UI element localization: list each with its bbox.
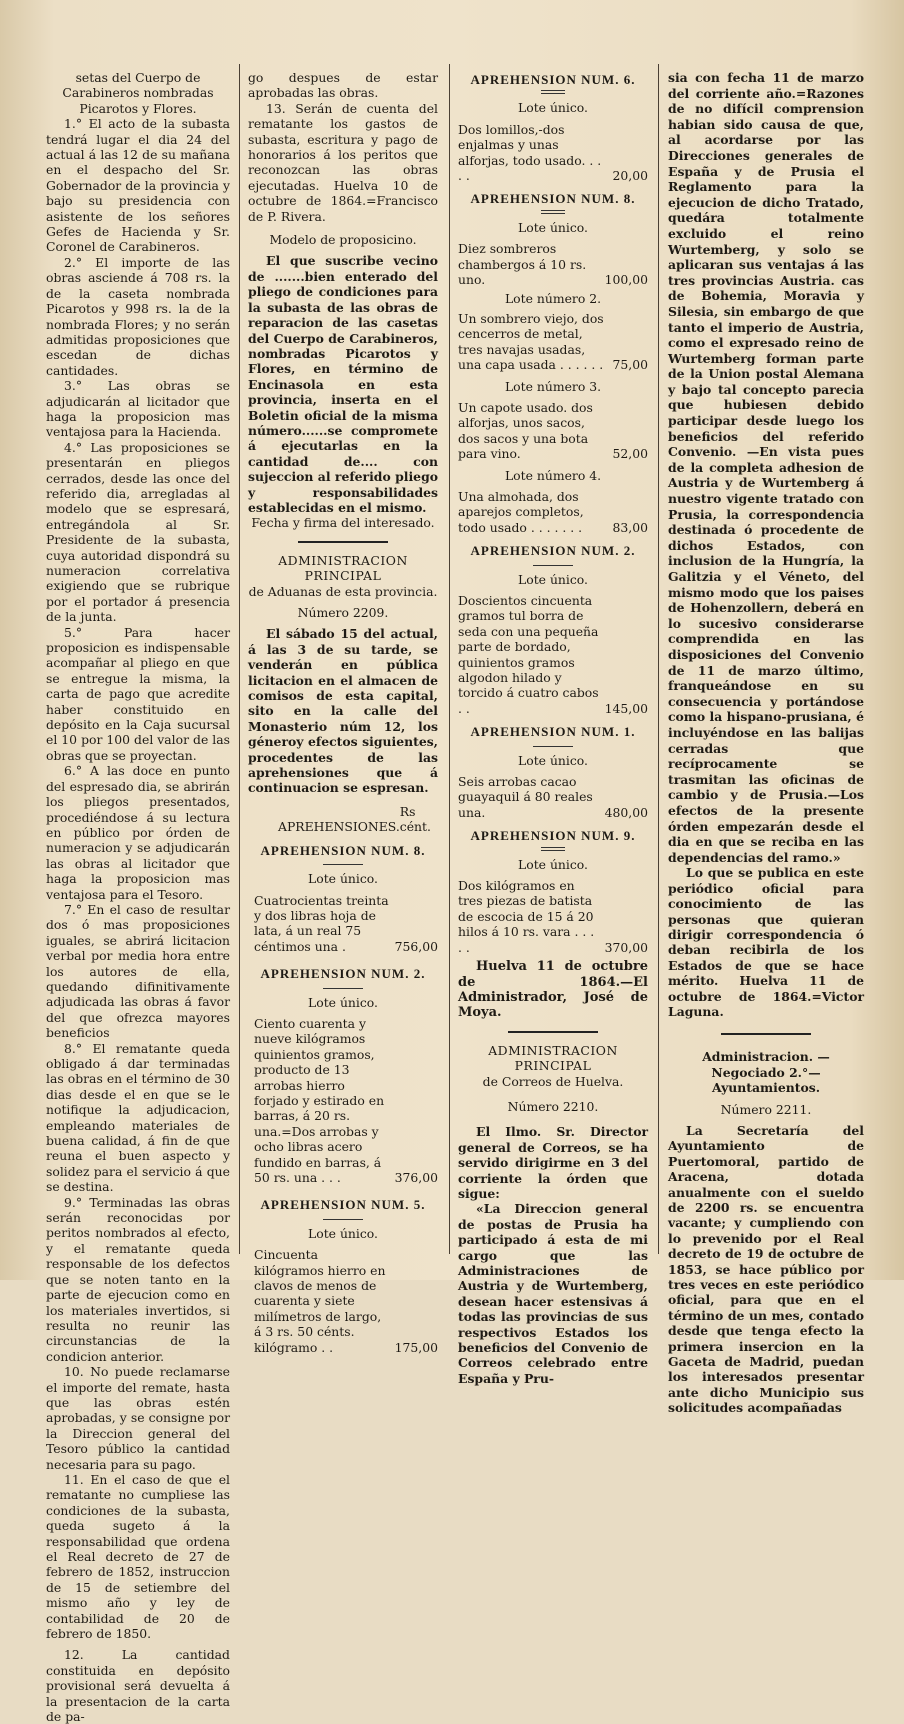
lote-label: Lote único. bbox=[518, 752, 588, 768]
lote-amount: 756,00 bbox=[394, 938, 438, 954]
divider bbox=[508, 1031, 598, 1033]
ayuntamiento-text: La Secretaría del Ayuntamiento de Puertomoral, partido de Aracena, dotada anualmente con el sueldo de 2200 rs. se encuentra vacante; y cumpliendo con lo prevenido por el Real decreto de 19 de octubre de 1853, se hace público por tres veces en este periódico oficial, para que en el término de un mes, contado desde que tenga efecto la primera insercion en la Gaceta de Madrid, puedan los interesados presentar ante dicho Municipio sus solicitudes acompañadas bbox=[668, 1122, 864, 1416]
lote-description: Cuatrocientas treinta y dos libras hoja de lata, á un real 75 céntimos una . bbox=[254, 892, 389, 954]
notice-number: Número 2210. bbox=[507, 1098, 599, 1114]
lote-row bbox=[458, 122, 648, 184]
lote-amount: 480,00 bbox=[604, 804, 648, 820]
column-3 bbox=[458, 70, 648, 1386]
condition-4: 4.° Las proposiciones se presentarán en pliegos cerrados, desde las once del referido dia, arregladas al modelo que se espresará, entregándola al Sr. Presidente de la subasta, cuya autoridad dispondrá su numeracion correlativa exigiendo que se rubrique por el portador á presencia de la junta. bbox=[46, 439, 230, 625]
divider bbox=[541, 210, 565, 214]
notice-number: Número 2209. bbox=[297, 605, 389, 620]
lote-row bbox=[458, 241, 648, 287]
lote-label: Lote único. bbox=[308, 1225, 378, 1241]
lote-row bbox=[458, 593, 648, 716]
lote-description: Diez sombreros chambergos á 10 rs. uno. bbox=[458, 241, 587, 288]
lote-amount: 52,00 bbox=[612, 446, 648, 462]
model-text: El que suscribe vecino de .......bien enterado del pliego de condiciones para la subasta de las obras de reparacion de las casetas del Cuerpo de Carabineros, nombradas Picarotos y Flores, en término de Encinasola en esta provincia, inserta en el Boletin oficial de la misma número......se compromete á ejecutarlas en la cantidad de.... con sujeccion al referido pliego y responsabilidades establecidas en el mismo. bbox=[248, 253, 438, 515]
lote-row bbox=[458, 878, 648, 955]
condition-9: 9.° Terminadas las obras serán reconocidas por peritos nombrados al efecto, y el rematante queda responsable de los defectos que se noten tanto en la parte de ejecucion como en los materiales invertidos, si resulta no reunir las circunstancias de la condicion anterior. bbox=[46, 1194, 230, 1364]
auction-text: El sábado 15 del actual, á las 3 de su tarde, se venderán en pública licitacion en el almacen de comisos de esta capital, sito en la calle del Monasterio núm 12, los géneroy efectos siguientes, procedentes de las aprehensiones que á continuacion se espresan. bbox=[248, 626, 438, 796]
lote-amount: 175,00 bbox=[394, 1339, 438, 1355]
aprehension-heading: APREHENSION NUM. 8. bbox=[260, 842, 426, 858]
condition-8: 8.° El rematante queda obligado á dar terminadas las obras en el término de 30 dias desde el en que se le notifique la adjudicacion, empleando materiales de buena calidad, á fin de que reuna el buen aspecto y solidez para el servicio á que se destina. bbox=[46, 1040, 230, 1195]
column-rule bbox=[449, 64, 450, 1254]
column-rule bbox=[239, 64, 240, 1254]
lote-row bbox=[458, 774, 648, 820]
lote-row bbox=[458, 400, 648, 462]
lote-label: Lote número 3. bbox=[504, 378, 602, 394]
lote-label: Lote único. bbox=[518, 856, 588, 872]
lote-label: Lote único. bbox=[308, 994, 378, 1010]
divider bbox=[533, 746, 573, 747]
divider bbox=[721, 1033, 811, 1035]
condition-11: 11. En el caso de que el rematante no cumpliese las condiciones de la subasta, queda sugeto á la responsabilidad que ordena el Real decreto de 27 de febrero de 1852, instruccion de 15 de setiembre del mismo año y ley de contabilidad de 20 de febrero de 1850. bbox=[46, 1471, 230, 1642]
lote-description: Un sombrero viejo, dos cencerros de metal, tres navajas usadas, una capa usada . . . . . . bbox=[458, 310, 604, 373]
lote-row bbox=[248, 893, 438, 955]
model-signature: Fecha y firma del interesado. bbox=[251, 515, 435, 531]
aprehension-heading: APREHENSION NUM. 1. bbox=[470, 724, 636, 740]
divider bbox=[533, 565, 573, 566]
lote-amount: 83,00 bbox=[612, 519, 648, 535]
lote-amount: 75,00 bbox=[612, 357, 648, 373]
admin-subtitle: de Aduanas de esta provincia. bbox=[248, 583, 438, 599]
condition-10: 10. No puede reclamarse el importe del remate, hasta que las obras estén aprobadas, y se consigne por la Direccion general del Tesoro público la cantidad necesaria para su pago. bbox=[46, 1364, 230, 1472]
condition-1: 1.° El acto de la subasta tendrá lugar el dia 24 del actual á las 12 de su mañana en el despacho del Sr. Gobernador de la provincia y bajo su presidencia con asistente de los señores Gefes de Hacienda y Sr. Coronel de Carabineros. bbox=[46, 116, 230, 255]
signature: Huelva 11 de octubre de 1864.—El Administrador, José de Moya. bbox=[458, 959, 648, 1021]
divider bbox=[298, 541, 388, 543]
condition-2: 2.° El importe de las obras asciende á 708 rs. la de la caseta nombrada Picarotos y 998 rs. la de la nombrada Flores; y no serán admitidas proposiciones que escedan de dichas cantidades. bbox=[46, 254, 230, 378]
paragraph: go despues de estar aprobadas las obras. bbox=[248, 70, 438, 101]
lote-label: Lote único. bbox=[518, 219, 588, 235]
lote-description: Un capote usado. dos alforjas, unos sacos, dos sacos y una bota para vino. bbox=[458, 399, 593, 462]
notice-number: Número 2211. bbox=[720, 1101, 812, 1117]
column-rule bbox=[658, 64, 659, 1254]
lote-row bbox=[248, 1016, 438, 1185]
admin-subtitle: de Correos de Huelva. bbox=[482, 1073, 624, 1089]
aprehension-heading: APREHENSION NUM. 6. bbox=[470, 72, 636, 87]
condition-7: 7.° En el caso de resultar dos ó mas proposiciones iguales, se abrirá licitacion verbal por media hora entre los autores de ella, quedando difinitivamente adjudicada las obras á favor del que ofrezca mayores beneficios bbox=[46, 901, 230, 1041]
lote-row bbox=[458, 311, 648, 373]
condition-12: 12. La cantidad constituida en depósito provisional será devuelta á la presentacion de la carta de pa- bbox=[46, 1647, 230, 1724]
aprehension-heading: APREHENSION NUM. 2. bbox=[260, 966, 426, 982]
condition-6: 6.° A las doce en punto del espresado dia, se abrirán los pliegos presentados, procediéndose á su lectura en público por órden de numeracion y se adjudicarán las obras al licitador que haga la proposicion mas ventajosa para el Tesoro. bbox=[46, 763, 230, 902]
lote-description: Seis arrobas cacao guayaquil á 80 reales una. bbox=[458, 774, 593, 820]
lote-amount: 370,00 bbox=[604, 939, 648, 955]
column-1 bbox=[46, 70, 230, 1724]
admin-title: ADMINISTRACION PRINCIPAL bbox=[278, 552, 408, 584]
lote-label: Lote único. bbox=[518, 100, 588, 116]
admin-title: Administracion. — Negociado 2.°—Ayuntamientos. bbox=[702, 1049, 830, 1096]
lote-label: Lote número 4. bbox=[504, 467, 602, 483]
column-2 bbox=[248, 70, 438, 1359]
lote-label: Lote único. bbox=[308, 871, 378, 887]
divider bbox=[541, 90, 565, 94]
lote-row bbox=[248, 1247, 438, 1355]
column-headers bbox=[248, 804, 438, 835]
correos-text: El Ilmo. Sr. Director general de Correos, se ha servido dirigirme en 3 del corriente la órden que sigue: bbox=[458, 1124, 648, 1201]
correos-quote: «La Direccion general de postas de Prusia ha participado á esta de mi cargo que las Administraciones de Austria y de Wurtemberg, desean hacer estensivas á todas las provincias de sus respectivos Estados los beneficios del Convenio de Correos celebrado entre España y Pru- bbox=[458, 1201, 648, 1386]
divider bbox=[541, 847, 565, 851]
lote-description: Dos kilógramos en tres piezas de batista de escocia de 15 á 20 hilos á 10 rs. vara . . . . . bbox=[458, 878, 595, 955]
condition-5: 5.° Para hacer proposicion es indispensable acompañar al pliego en que se entregue la misma, la carta de pago que acredite haber constituido en depósito en la Caja sucursal el 10 por 100 del valor de las obras que se proyectan. bbox=[46, 624, 230, 763]
lote-amount: 145,00 bbox=[604, 700, 648, 716]
condition-13: 13. Serán de cuenta del rematante los gastos de subasta, escritura y pago de honorarios á los peritos que reconozcan las obras ejecutadas. Huelva 10 de octubre de 1864.=Francisco de P. Rivera. bbox=[248, 100, 438, 224]
divider bbox=[323, 988, 363, 989]
lote-row bbox=[458, 489, 648, 535]
model-title: Modelo de proposicino. bbox=[269, 232, 417, 248]
column-4 bbox=[668, 70, 864, 1416]
aprehension-heading: APREHENSION NUM. 2. bbox=[470, 543, 636, 559]
aprehension-heading: APREHENSION NUM. 5. bbox=[260, 1197, 426, 1213]
condition-3: 3.° Las obras se adjudicarán al licitador que haga la proposicion mas ventajosa para la Hacienda. bbox=[46, 378, 230, 440]
lote-label: Lote único. bbox=[518, 571, 588, 587]
lote-amount: 100,00 bbox=[604, 272, 648, 288]
rs-label: Rs cént. bbox=[399, 803, 431, 835]
divider bbox=[323, 1219, 363, 1220]
lote-amount: 20,00 bbox=[612, 168, 648, 184]
lote-description: Cincuenta kilógramos hierro en clavos de menos de cuarenta y siete milímetros de largo, á 3 rs. 50 cénts. kilógramo . . bbox=[254, 1247, 386, 1355]
lote-label: Lote número 2. bbox=[504, 291, 602, 307]
divider bbox=[323, 864, 363, 865]
quote-continuation: sia con fecha 11 de marzo del corriente año.=Razones de no difícil comprension habian sido causa de que, al acordarse por las Direcciones generales de España y de Prusia el Reglamento para la ejecucion de dicho Tratado, quedára totalmente excluido el reino Wurtemberg, y solo se aplicaran sus ventajas á las tres provincias Austria. cas de Bohemia, Moravia y Silesia, sin embargo de que tanto el imperio de Austria, como el expresado reino de Wurtemberg forman parte de la Union postal Alemana y bajo tal concepto parecia que hubiesen debido participar desde luego los beneficios del referido Convenio. —En vista pues de la completa adhesion de Austria y de Wurtemberg á nuestro vigente tratado con Prusia, la correspondencia destinada ó procedente de dichos Estados, con inclusion de la Hungría, la Galitzia y el Véneto, del mismo modo que los paises de Hohenzollern, deberá en lo sucesivo considerarse comprendida en las disposiciones del Convenio de 11 de marzo último, franqueándose en su consecuencia y portándose como la hispano-prusiana, é incluyéndose en las balijas cerradas que recíprocamente se trasmitan las oficinas de cambio y de Prusia.—Los efectos de la presente órden empezarán desde el dia en que se reciba en las dependencias del ramo.» bbox=[668, 70, 864, 865]
lote-description: Dos lomillos,-dos enjalmas y unas alforjas, todo usado. . . . . bbox=[458, 121, 602, 184]
lote-description: Ciento cuarenta y nueve kilógramos quinientos gramos, producto de 13 arrobas hierro forjado y estirado en barras, á 20 rs. una.=Dos arrobas y ocho libras acero fundido en barras, á 50 rs. una . . . bbox=[254, 1015, 385, 1185]
closing-text: Lo que se publica en este periódico oficial para conocimiento de las personas que quieran dirigir correspondencia ó deban recibirla de los Estados de que se hace mérito. Huelva 11 de octubre de 1864.=Victor Laguna. bbox=[668, 865, 864, 1019]
lote-description: Una almohada, dos aparejos completos, todo usado . . . . . . . bbox=[458, 488, 584, 535]
aprehensiones-label: APREHENSIONES. bbox=[278, 819, 400, 835]
paragraph: setas del Cuerpo de Carabineros nombradas Picarotos y Flores. bbox=[62, 70, 214, 116]
lote-description: Doscientos cincuenta gramos tul borra de seda con una pequeña parte de bordado, quinientos gramos algodon hilado y torcido á cuatro cabos . . bbox=[458, 592, 599, 716]
aprehension-heading: APREHENSION NUM. 9. bbox=[470, 828, 636, 844]
admin-title: ADMINISTRACION PRINCIPAL bbox=[488, 1042, 618, 1074]
aprehension-heading: APREHENSION NUM. 8. bbox=[470, 191, 636, 207]
lote-amount: 376,00 bbox=[394, 1170, 438, 1185]
